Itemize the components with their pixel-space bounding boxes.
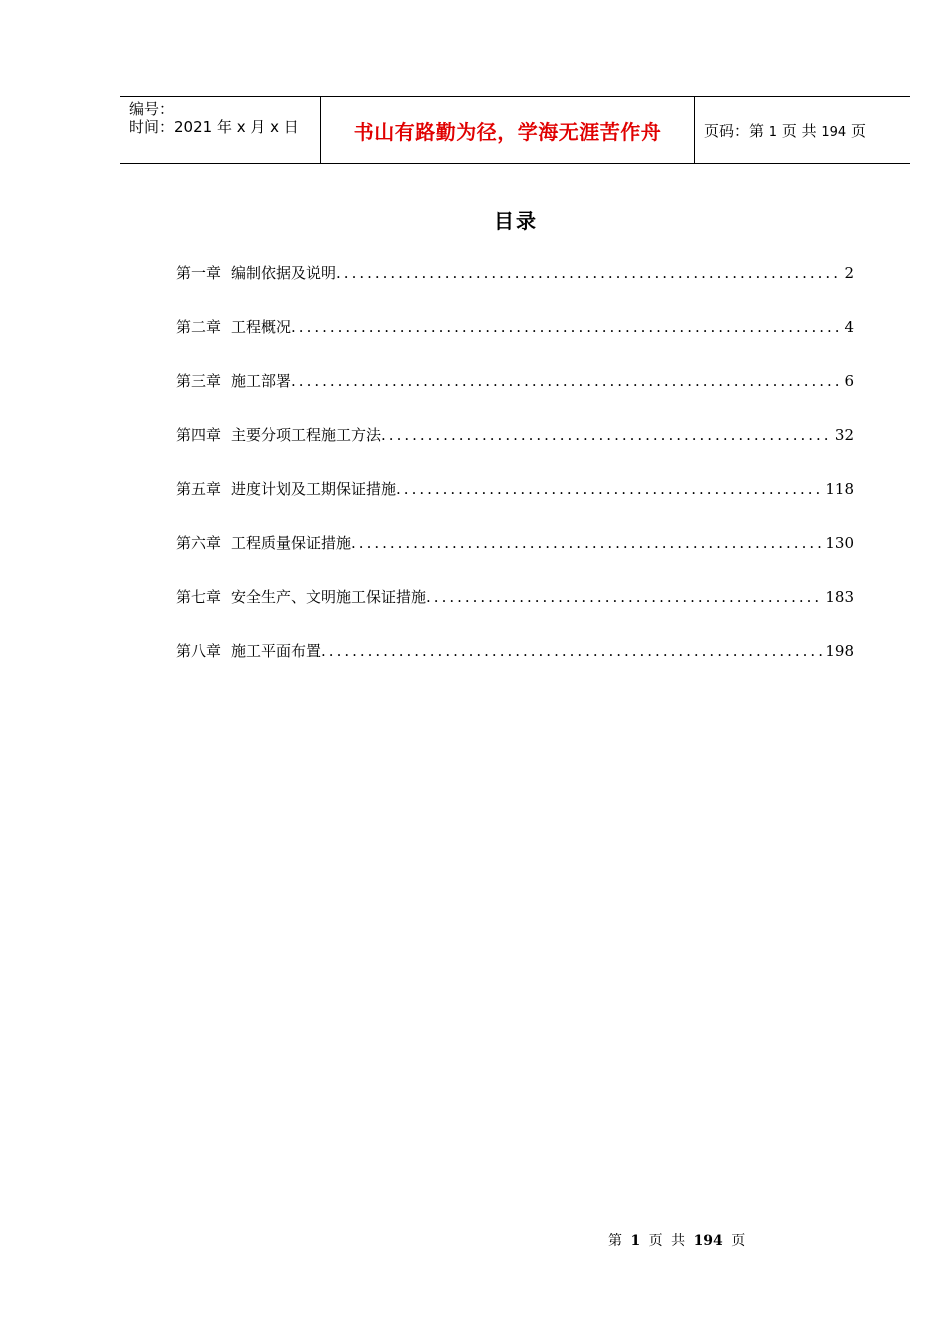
header-page-mid: 页 共 [777,121,822,140]
toc-title: 目录 [494,209,538,233]
header-motto: 书山有路勤为径，学海无涯苦作舟 [353,119,662,144]
toc-entry[interactable] [176,586,854,640]
page-header [120,96,910,164]
toc-page-number: 32 [834,426,854,444]
table-of-contents [176,262,854,694]
page-footer [608,1230,745,1250]
toc-chapter-number: 第五章 [176,480,222,498]
document-time-label: 时间：2021 年 x 月 x 日 [129,118,299,136]
toc-dot-leader [351,534,823,552]
footer-prefix: 第 [608,1233,622,1249]
toc-entry[interactable] [176,640,854,694]
header-info-cell [120,97,321,163]
document-number-label: 编号： [129,100,175,118]
toc-chapter-name: 安全生产、文明施工保证措施 [231,588,427,606]
toc-chapter-name: 施工部署 [231,372,292,390]
toc-chapter-name: 主要分项工程施工方法 [231,426,382,444]
toc-chapter-number: 第八章 [176,642,222,660]
toc-dot-leader [336,264,842,282]
toc-entry[interactable] [176,370,854,424]
toc-entry[interactable] [176,262,854,316]
toc-dot-leader [291,372,842,390]
header-page-total: 194 [821,124,847,140]
toc-page-number: 183 [825,588,854,606]
toc-dot-leader [396,480,823,498]
header-page-current: 1 [768,124,778,140]
toc-page-number: 198 [825,642,854,660]
footer-total-pages: 194 [693,1233,723,1249]
toc-chapter-number: 第一章 [176,264,222,282]
toc-chapter-name: 进度计划及工期保证措施 [231,480,397,498]
toc-chapter-name: 编制依据及说明 [231,264,337,282]
toc-dot-leader [291,318,842,336]
toc-chapter-name: 施工平面布置 [231,642,322,660]
toc-entry[interactable] [176,424,854,478]
toc-dot-leader [381,426,833,444]
footer-current-page: 1 [630,1233,641,1249]
toc-entry[interactable] [176,478,854,532]
toc-entry[interactable] [176,532,854,586]
header-motto-cell [321,97,695,163]
toc-chapter-name: 工程质量保证措施 [231,534,352,552]
toc-page-number: 2 [844,264,854,282]
toc-chapter-number: 第四章 [176,426,222,444]
toc-dot-leader [321,642,823,660]
toc-page-number: 118 [825,480,854,498]
toc-chapter-number: 第三章 [176,372,222,390]
header-page-cell [695,97,910,163]
toc-chapter-name: 工程概况 [231,318,292,336]
toc-entry[interactable] [176,316,854,370]
toc-dot-leader [426,588,823,606]
toc-chapter-number: 第二章 [176,318,222,336]
toc-chapter-number: 第六章 [176,534,222,552]
toc-page-number: 4 [844,318,854,336]
header-page-prefix: 页码：第 [704,121,769,140]
toc-page-number: 130 [825,534,854,552]
footer-mid: 页 共 [648,1233,686,1249]
header-page-info [704,120,866,141]
toc-page-number: 6 [844,372,854,390]
footer-suffix: 页 [731,1233,746,1249]
header-page-suffix: 页 [846,121,866,140]
toc-chapter-number: 第七章 [176,588,222,606]
